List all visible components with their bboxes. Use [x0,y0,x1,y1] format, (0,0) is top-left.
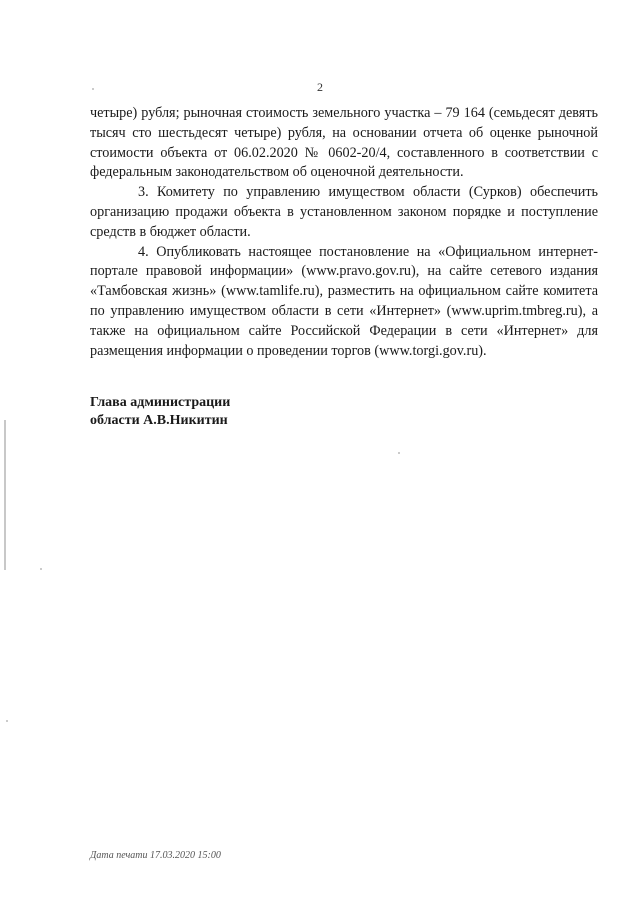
signature-title: Глава администрации [90,395,231,410]
page-number: 2 [317,80,323,94]
signature-block [90,394,230,430]
document-body [90,104,598,361]
scan-artifact [40,568,42,570]
scan-artifact [4,420,6,570]
scan-artifact [398,452,400,454]
scan-artifact [6,720,8,722]
paragraph-continuation: четыре) рубля; рыночная стоимость земельного участка – 79 164 (семьдесят девять тысяч сто шестьдесят четыре) рубля, на основании отчета об оценке рыночной стоимости объекта от 06.02.2020 № 0602-20/4, составленного в соответствии с федеральным законодательством об оценочной деятельности. [90,105,598,181]
paragraph-item-4: 4. Опубликовать настоящее постановление на «Официальном интернет-портале правовой информации» (www.pravo.gov.ru), на сайте сетевого издания «Тамбовская жизнь» (www.tamlife.ru), разместить на официальном сайте комитета по управлению имуществом области в сети «Интернет» (www.uprim.tmbreg.ru), а также на официальном сайте Российской Федерации в сети «Интернет» для размещения информации о проведении торгов (www.torgi.gov.ru). [90,243,598,359]
scan-artifact [92,88,94,90]
signature-name: области А.В.Никитин [90,413,228,428]
paragraph-item-3: 3. Комитету по управлению имуществом области (Сурков) обеспечить организацию продажи объекта в установленном законом порядке и поступление средств в бюджет области. [90,184,598,240]
print-date: Дата печати 17.03.2020 15:00 [90,850,221,861]
